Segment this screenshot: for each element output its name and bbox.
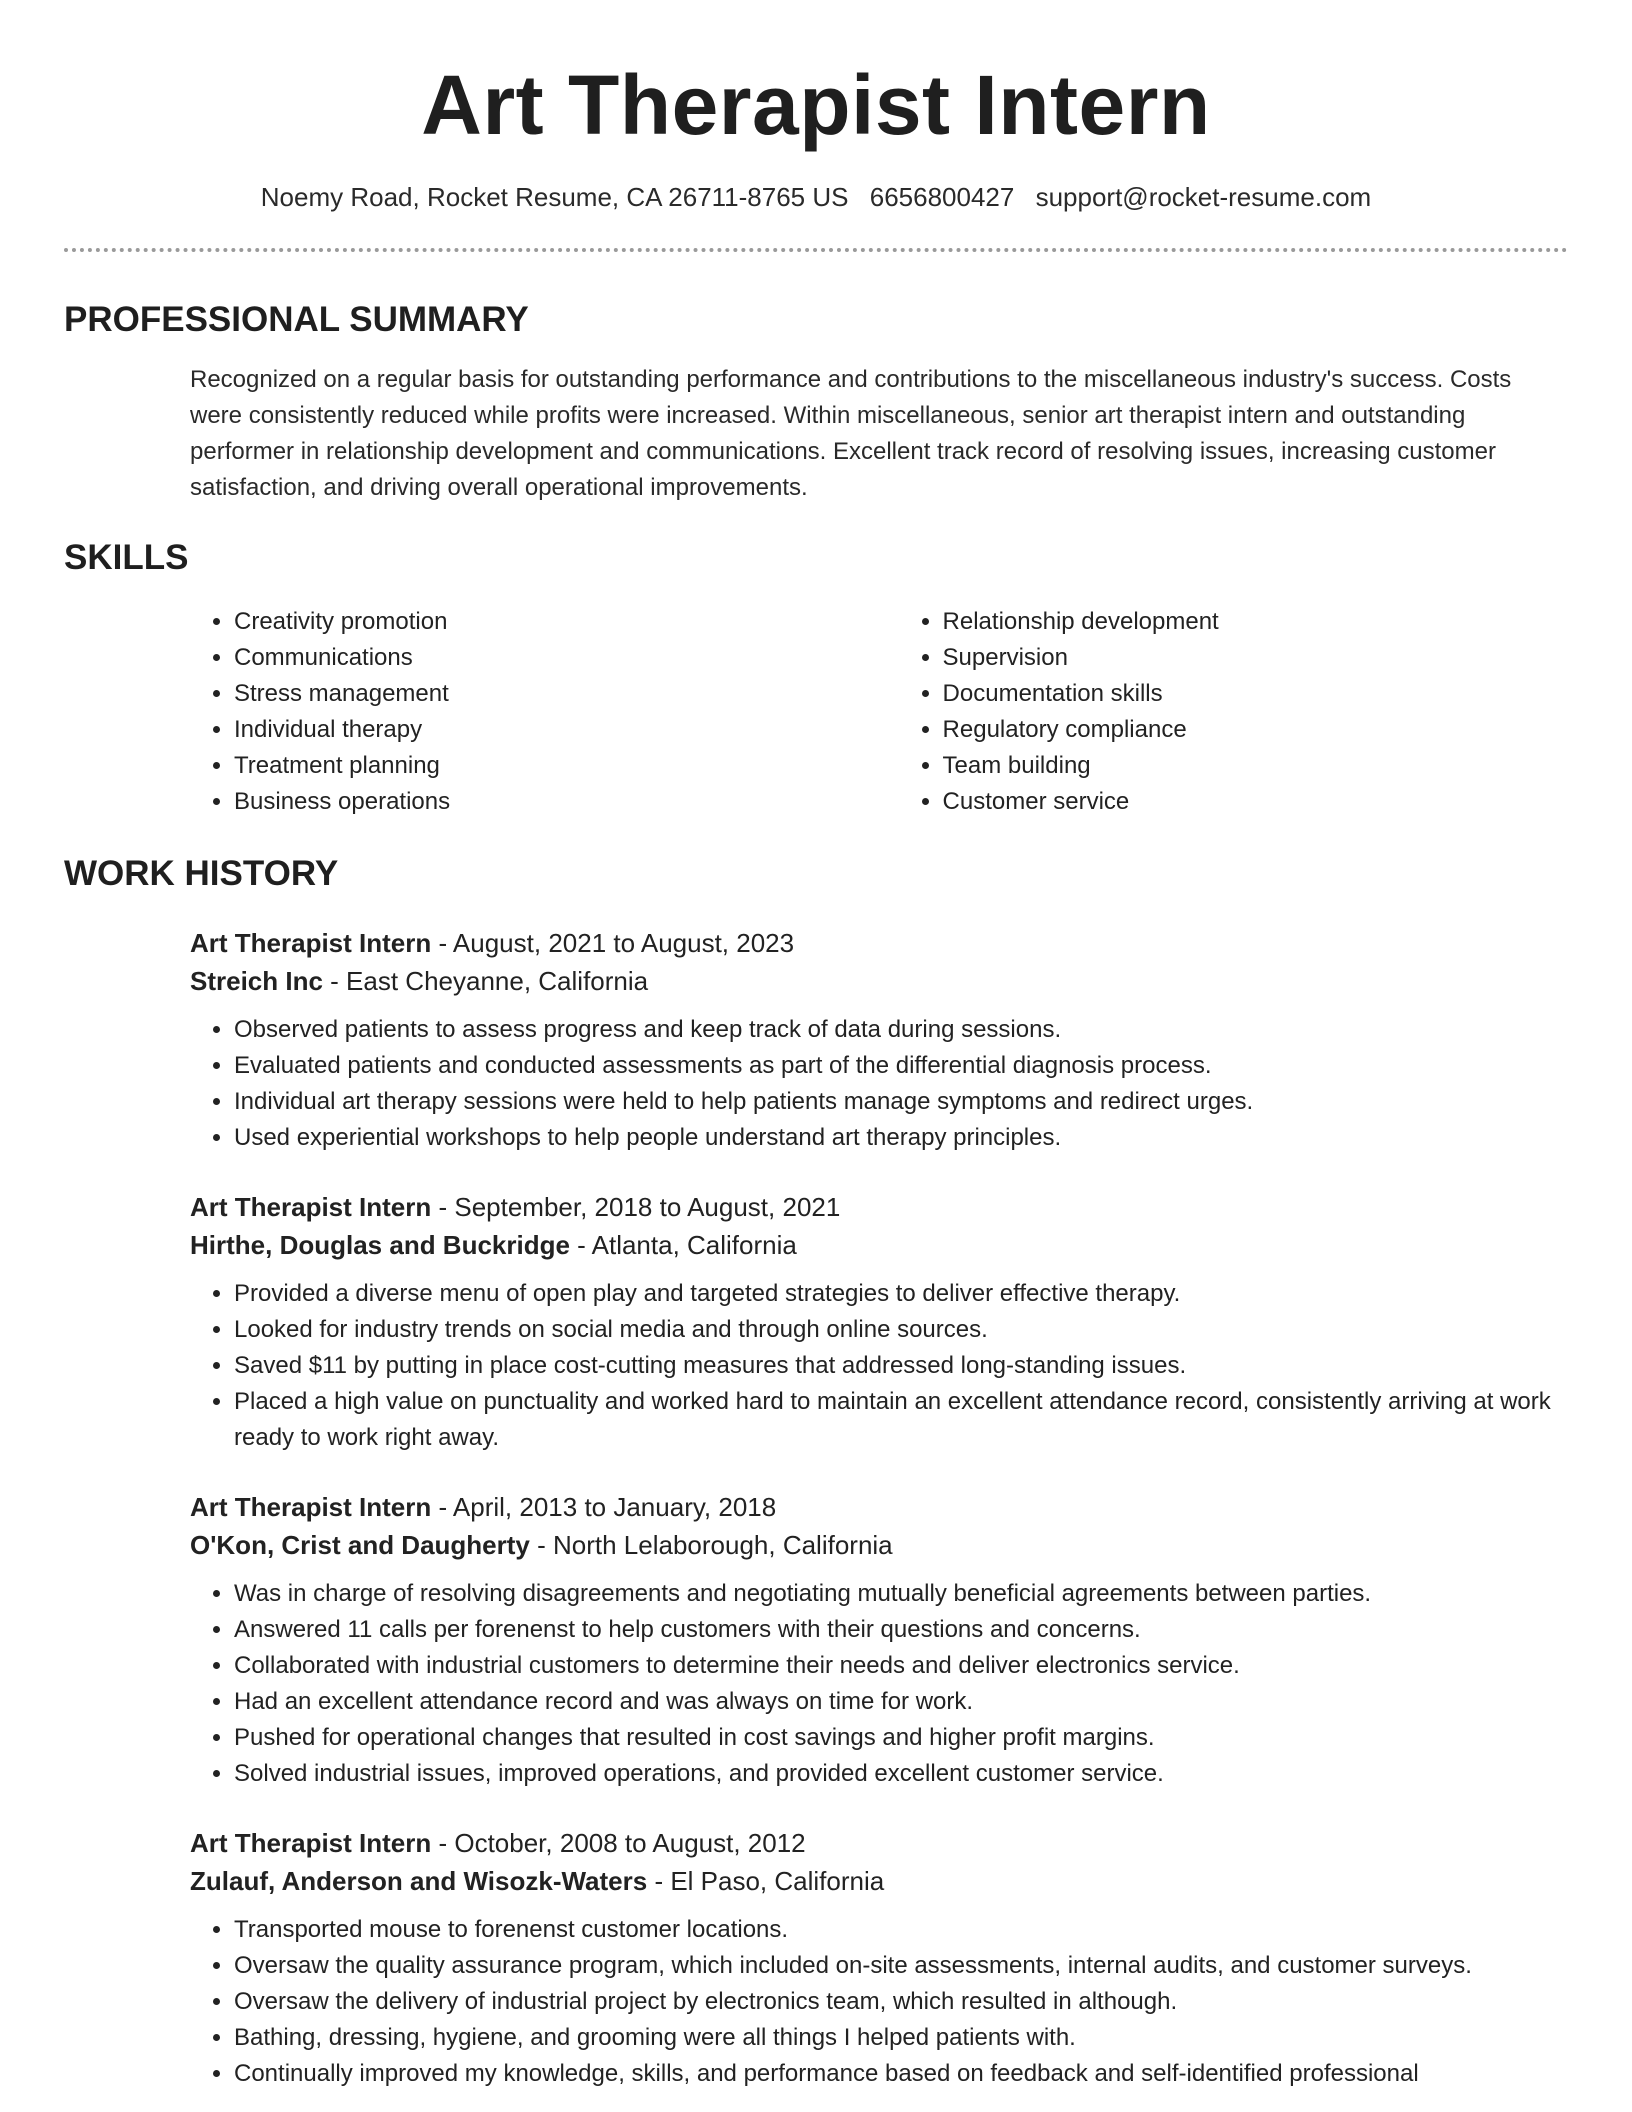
skill-item: • Documentation skills (943, 676, 1568, 712)
job-entry (190, 1488, 1568, 1792)
job-title-line (190, 1488, 1568, 1526)
job-bullet: • Oversaw the delivery of industrial project by electronics team, which resulted in although. (234, 1984, 1568, 2020)
resume-page (64, 0, 1568, 2092)
job-bullet: • Oversaw the quality assurance program, which included on-site assessments, internal audits, and customer surveys. (234, 1948, 1568, 1984)
skill-item: • Team building (943, 748, 1568, 784)
job-entry (190, 924, 1568, 1156)
job-bullet: • Pushed for operational changes that resulted in cost savings and higher profit margins. (234, 1720, 1568, 1756)
job-dates: - September, 2018 to August, 2021 (431, 1192, 841, 1222)
job-company-line (190, 962, 1568, 1000)
skill-item: • Creativity promotion (234, 604, 899, 640)
summary-heading: PROFESSIONAL SUMMARY (64, 300, 529, 339)
skill-item: • Regulatory compliance (943, 712, 1568, 748)
job-dates: - April, 2013 to January, 2018 (431, 1492, 777, 1522)
job-dates: - August, 2021 to August, 2023 (431, 928, 795, 958)
job-bullet: • Solved industrial issues, improved operations, and provided excellent customer service. (234, 1756, 1568, 1792)
job-company-line (190, 1862, 1568, 1900)
job-role: Art Therapist Intern (190, 1828, 432, 1858)
job-bullet: • Evaluated patients and conducted assessments as part of the differential diagnosis process. (234, 1048, 1568, 1084)
skill-item: • Customer service (943, 784, 1568, 820)
job-title-line (190, 924, 1568, 962)
skill-item: • Business operations (234, 784, 899, 820)
job-company: Streich Inc (190, 966, 323, 996)
job-company: Hirthe, Douglas and Buckridge (190, 1230, 570, 1260)
job-title-line (190, 1188, 1568, 1226)
phone: 6656800427 (869, 182, 1015, 212)
skills-column-left (190, 604, 899, 820)
job-bullet: • Provided a diverse menu of open play and targeted strategies to deliver effective therapy. (234, 1276, 1568, 1312)
job-bullet: • Collaborated with industrial customers to determine their needs and deliver electronics service. (234, 1648, 1568, 1684)
job-location: - El Paso, California (647, 1866, 885, 1896)
job-bullet: • Transported mouse to forenenst customer locations. (234, 1912, 1568, 1948)
job-role: Art Therapist Intern (190, 1492, 432, 1522)
job-bullet: • Individual art therapy sessions were held to help patients manage symptoms and redirect urges. (234, 1084, 1568, 1120)
job-company-line (190, 1226, 1568, 1264)
skill-item: • Treatment planning (234, 748, 899, 784)
skill-item: • Communications (234, 640, 899, 676)
candidate-name: Art Therapist Intern (421, 58, 1211, 152)
job-bullets (190, 1012, 1568, 1156)
job-bullet: • Observed patients to assess progress and keep track of data during sessions. (234, 1012, 1568, 1048)
job-bullet: • Answered 11 calls per forenenst to help customers with their questions and concerns. (234, 1612, 1568, 1648)
skill-item: • Relationship development (943, 604, 1568, 640)
job-company-line (190, 1526, 1568, 1564)
contact-line (64, 180, 1568, 214)
job-company: Zulauf, Anderson and Wisozk-Waters (190, 1866, 648, 1896)
skill-item: • Supervision (943, 640, 1568, 676)
skills-list (190, 604, 1568, 820)
dotted-divider (64, 248, 1568, 252)
job-location: - North Lelaborough, California (529, 1530, 893, 1560)
job-location: - East Cheyanne, California (322, 966, 649, 996)
job-bullet: • Bathing, dressing, hygiene, and grooming were all things I helped patients with. (234, 2020, 1568, 2056)
skills-heading: SKILLS (64, 538, 189, 577)
job-company: O'Kon, Crist and Daugherty (190, 1530, 530, 1560)
job-entry (190, 1824, 1568, 2092)
job-location: - Atlanta, California (569, 1230, 797, 1260)
summary-text: Recognized on a regular basis for outstanding performance and contributions to the miscellaneous industry's success. Costs were consistently reduced while profits were increased. Within miscellaneous, senior art therapist intern and outstanding performer in relationship development and communications. Excellent track record of resolving issues, increasing customer satisfaction, and driving overall operational improvements. (190, 366, 1512, 501)
job-bullet: • Looked for industry trends on social media and through online sources. (234, 1312, 1568, 1348)
skills-column-right (899, 604, 1568, 820)
skill-item: • Individual therapy (234, 712, 899, 748)
work-history-heading: WORK HISTORY (64, 854, 339, 893)
job-entry (190, 1188, 1568, 1456)
job-bullet: • Placed a high value on punctuality and worked hard to maintain an excellent attendance record, consistently arriving at work ready to work right away. (234, 1384, 1568, 1456)
job-title-line (190, 1824, 1568, 1862)
email: support@rocket-resume.com (1035, 182, 1372, 212)
job-bullet: • Had an excellent attendance record and was always on time for work. (234, 1684, 1568, 1720)
skill-item: • Stress management (234, 676, 899, 712)
job-bullets (190, 1912, 1568, 2092)
job-role: Art Therapist Intern (190, 1192, 432, 1222)
job-bullet: • Saved $11 by putting in place cost-cutting measures that addressed long-standing issues. (234, 1348, 1568, 1384)
address: Noemy Road, Rocket Resume, CA 26711-8765 US (260, 182, 849, 212)
job-bullet: • Continually improved my knowledge, skills, and performance based on feedback and self-identified professional (234, 2056, 1568, 2092)
job-bullet: • Was in charge of resolving disagreements and negotiating mutually beneficial agreements between parties. (234, 1576, 1568, 1612)
job-bullet: • Used experiential workshops to help people understand art therapy principles. (234, 1120, 1568, 1156)
job-bullets (190, 1576, 1568, 1792)
job-bullets (190, 1276, 1568, 1456)
job-role: Art Therapist Intern (190, 928, 432, 958)
job-dates: - October, 2008 to August, 2012 (431, 1828, 806, 1858)
